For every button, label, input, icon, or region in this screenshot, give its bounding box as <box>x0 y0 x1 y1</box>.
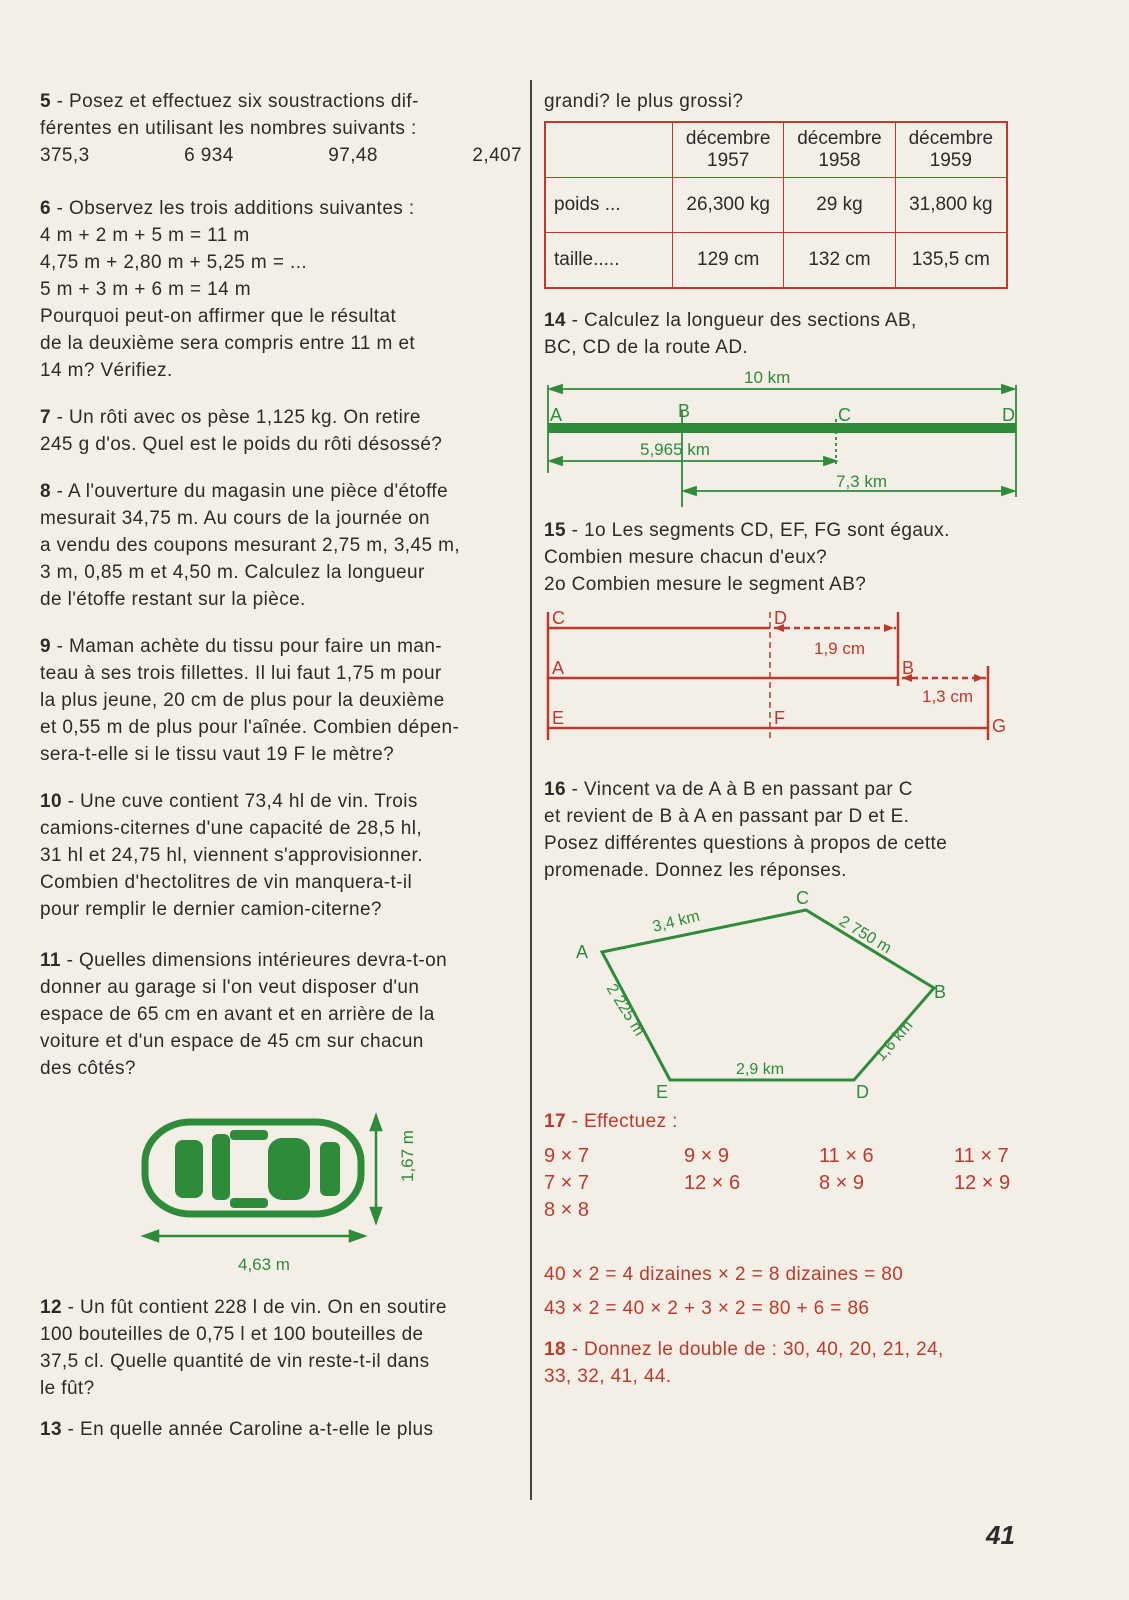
cb-distance: 2 750 m <box>835 912 895 958</box>
ex-text: - Une cuve contient 73,4 hl de vin. Trois <box>61 791 418 812</box>
ex-text: - En quelle année Caroline a-t-elle le plus <box>61 1419 434 1440</box>
ex-text: promenade. Donnez les réponses. <box>544 860 847 881</box>
ex-text: de la deuxième sera compris entre 11 m et <box>40 333 416 354</box>
exercise-11 <box>40 947 522 1082</box>
ex-number: 9 <box>40 636 51 657</box>
ex-text: 4 m + 2 m + 5 m = 11 m <box>40 225 250 246</box>
ex-text: - Posez et effectuez six soustractions dif- <box>50 91 419 112</box>
exercise-13 <box>40 1416 522 1443</box>
seg-a-label: A <box>552 658 565 678</box>
table-cell: 129 cm <box>673 233 784 289</box>
ex-number: 7 <box>40 407 51 428</box>
ex-text: le fût? <box>40 1378 95 1399</box>
ex-text: - Observez les trois additions suivantes : <box>50 198 415 219</box>
ex-text: de l'étoffe restant sur la pièce. <box>40 589 306 610</box>
ex-text: - Vincent va de A à B en passant par C <box>565 779 913 800</box>
ac-distance: 3,4 km <box>650 907 702 936</box>
example-line: 43 × 2 = 40 × 2 + 3 × 2 = 80 + 6 = 86 <box>544 1298 870 1319</box>
seg-b-label: B <box>902 658 915 678</box>
exercise-7 <box>40 404 522 458</box>
right-column <box>544 88 1034 1390</box>
ex-number: 6 <box>40 198 51 219</box>
ex-text: - Calculez la longueur des sections AB, <box>565 310 917 331</box>
road-line <box>548 423 1016 433</box>
ex-text: férentes en utilisant les nombres suivants : <box>40 118 417 139</box>
table-cell: 26,300 kg <box>673 178 784 233</box>
ex-text: espace de 65 cm en avant et en arrière de la <box>40 1004 435 1025</box>
ex-text: 33, 32, 41, 44. <box>544 1366 672 1387</box>
multiplication-item: 12 × 9 <box>954 1172 1011 1194</box>
ex-text: a vendu des coupons mesurant 2,75 m, 3,45 m, <box>40 535 461 556</box>
number: 375,3 <box>40 145 90 166</box>
ex-text: des côtés? <box>40 1058 136 1079</box>
ex-number: 14 <box>544 310 566 331</box>
table-cell <box>545 122 673 178</box>
table-cell: décembre 1959 <box>895 122 1007 178</box>
ex-text: - Un fût contient 228 l de vin. On en soutire <box>61 1297 447 1318</box>
ex-text: Pourquoi peut-on affirmer que le résultat <box>40 306 397 327</box>
cd-length-label: 1,9 cm <box>814 639 866 658</box>
table-row <box>545 178 1007 233</box>
exercise-18 <box>544 1336 1034 1390</box>
table-cell: décembre 1958 <box>784 122 895 178</box>
table-cell: poids ... <box>545 178 673 233</box>
de-distance: 2,9 km <box>736 1061 785 1078</box>
ex-text: Combien mesure chacun d'eux? <box>544 547 828 568</box>
pent-b-label: B <box>934 982 947 1002</box>
exercise-12 <box>40 1294 522 1402</box>
ex-text: 100 bouteilles de 0,75 l et 100 bouteilles de <box>40 1324 424 1345</box>
multiplication-item: 8 × 9 <box>819 1172 865 1194</box>
table-cell: 132 cm <box>784 233 895 289</box>
car-width-label: 1,67 m <box>398 1130 417 1182</box>
table-cell: décembre 1957 <box>673 122 784 178</box>
b-to-d-label: 7,3 km <box>836 472 888 491</box>
left-column <box>40 88 522 1443</box>
ex-text: - Un rôti avec os pèse 1,125 kg. On retire <box>50 407 421 428</box>
point-b-label: B <box>678 401 691 421</box>
ex-text: 245 g d'os. Quel est le poids du rôti désossé? <box>40 434 443 455</box>
car-icon <box>145 1122 361 1214</box>
bg-length-label: 1,3 cm <box>922 687 974 706</box>
table-row <box>545 233 1007 289</box>
table-cell: 135,5 cm <box>895 233 1007 289</box>
exercise-14 <box>544 307 1034 361</box>
column-divider <box>530 80 532 1500</box>
multiplication-item: 11 × 6 <box>819 1145 874 1167</box>
example-line: 40 × 2 = 4 dizaines × 2 = 8 dizaines = 80 <box>544 1264 904 1285</box>
ex-text: la plus jeune, 20 cm de plus pour la deuxième <box>40 690 445 711</box>
exercise-8 <box>40 478 522 613</box>
table-cell: taille..... <box>545 233 673 289</box>
multiplication-item: 12 × 6 <box>684 1172 741 1194</box>
car-diagram <box>40 1082 522 1282</box>
multiplication-item: 11 × 7 <box>954 1145 1009 1167</box>
ex-text: - A l'ouverture du magasin une pièce d'étoffe <box>50 481 449 502</box>
exercise-17 <box>544 1108 1034 1135</box>
exercise-15 <box>544 517 1034 598</box>
bd-distance: 1,6 km <box>872 1017 917 1065</box>
table-row <box>545 122 1007 178</box>
multiplication-grid <box>544 1143 1034 1224</box>
ex-text: pour remplir le dernier camion-citerne? <box>40 899 382 920</box>
ex-number: 12 <box>40 1297 62 1318</box>
ex-number: 5 <box>40 91 51 112</box>
ea-distance: 2 225 m <box>602 981 648 1040</box>
ex-number: 16 <box>544 779 566 800</box>
pent-d-label: D <box>856 1082 869 1102</box>
ex-number: 18 <box>544 1339 566 1360</box>
ex-text: teau à ses trois fillettes. Il lui faut 1,75 m pour <box>40 663 442 684</box>
car-length-label: 4,63 m <box>238 1255 290 1274</box>
worked-example <box>544 1258 1034 1326</box>
number-row <box>40 142 522 169</box>
ex-text: - 1o Les segments CD, EF, FG sont égaux. <box>565 520 950 541</box>
number: 2,407 <box>472 145 522 166</box>
exercise-6 <box>40 195 522 384</box>
ex-text: mesurait 34,75 m. Au cours de la journée on <box>40 508 431 529</box>
ex-number: 17 <box>544 1111 566 1132</box>
multiplication-item: 8 × 8 <box>544 1199 590 1221</box>
ex-text: - Quelles dimensions intérieures devra-t-on <box>60 950 448 971</box>
exercise-13-continuation: grandi? le plus grossi? <box>544 91 744 112</box>
ex-text: camions-citernes d'une capacité de 28,5 hl, <box>40 818 423 839</box>
ex-text: et revient de B à A en passant par D et E. <box>544 806 910 827</box>
multiplication-item: 9 × 7 <box>544 1145 590 1167</box>
ex-text: 5 m + 3 m + 6 m = 14 m <box>40 279 252 300</box>
point-d-label: D <box>1002 405 1015 425</box>
exercise-5 <box>40 88 522 169</box>
number: 97,48 <box>328 145 378 166</box>
seg-g-label: G <box>992 716 1007 736</box>
ex-number: 8 <box>40 481 51 502</box>
table-cell: 31,800 kg <box>895 178 1007 233</box>
ex-text: 3 m, 0,85 m et 4,50 m. Calculez la longueur <box>40 562 425 583</box>
pent-e-label: E <box>656 1082 669 1102</box>
ex-text: et 0,55 m de plus pour l'aînée. Combien dépen- <box>40 717 460 738</box>
total-distance-label: 10 km <box>744 368 791 387</box>
ex-text: 2o Combien mesure le segment AB? <box>544 574 867 595</box>
ex-number: 10 <box>40 791 62 812</box>
ex-text: - Donnez le double de : 30, 40, 20, 21, 24, <box>565 1339 944 1360</box>
ex-number: 15 <box>544 520 566 541</box>
table-cell: 29 kg <box>784 178 895 233</box>
pent-c-label: C <box>796 888 809 908</box>
exercise-10 <box>40 788 522 923</box>
pent-a-label: A <box>576 942 589 962</box>
point-c-label: C <box>838 405 851 425</box>
exercise-9 <box>40 633 522 768</box>
ex-number: 11 <box>40 950 61 971</box>
ex-text: 37,5 cl. Quelle quantité de vin reste-t-il dans <box>40 1351 430 1372</box>
seg-d-label: D <box>774 608 787 628</box>
multiplication-item: 9 × 9 <box>684 1145 730 1167</box>
number: 6 934 <box>184 145 234 166</box>
route-diagram <box>544 361 1024 511</box>
ex-text: - Maman achète du tissu pour faire un man- <box>50 636 443 657</box>
ex-text: sera-t-elle si le tissu vaut 19 F le mètre? <box>40 744 395 765</box>
page-number: 41 <box>986 1520 1015 1550</box>
ex-text: donner au garage si l'on veut disposer d'un <box>40 977 420 998</box>
seg-c-label: C <box>552 608 565 628</box>
seg-f-label: F <box>774 708 785 728</box>
pentagon-diagram <box>544 884 1024 1104</box>
a-to-c-label: 5,965 km <box>640 440 710 459</box>
ex-text: 4,75 m + 2,80 m + 5,25 m = ... <box>40 252 308 273</box>
growth-table <box>544 121 1008 289</box>
ex-text: BC, CD de la route AD. <box>544 337 749 358</box>
ex-text: Posez différentes questions à propos de cette <box>544 833 948 854</box>
ex-text: 14 m? Vérifiez. <box>40 360 173 381</box>
ex-text: Combien d'hectolitres de vin manquera-t-il <box>40 872 413 893</box>
ex-number: 13 <box>40 1419 62 1440</box>
ex-text: - Effectuez : <box>565 1111 678 1132</box>
exercise-16 <box>544 776 1034 884</box>
ex-text: 31 hl et 24,75 hl, viennent s'approvisionner. <box>40 845 423 866</box>
segments-diagram <box>544 598 1024 758</box>
ex-text: voiture et d'un espace de 45 cm sur chacun <box>40 1031 424 1052</box>
multiplication-item: 7 × 7 <box>544 1172 590 1194</box>
point-a-label: A <box>550 405 563 425</box>
seg-e-label: E <box>552 708 565 728</box>
